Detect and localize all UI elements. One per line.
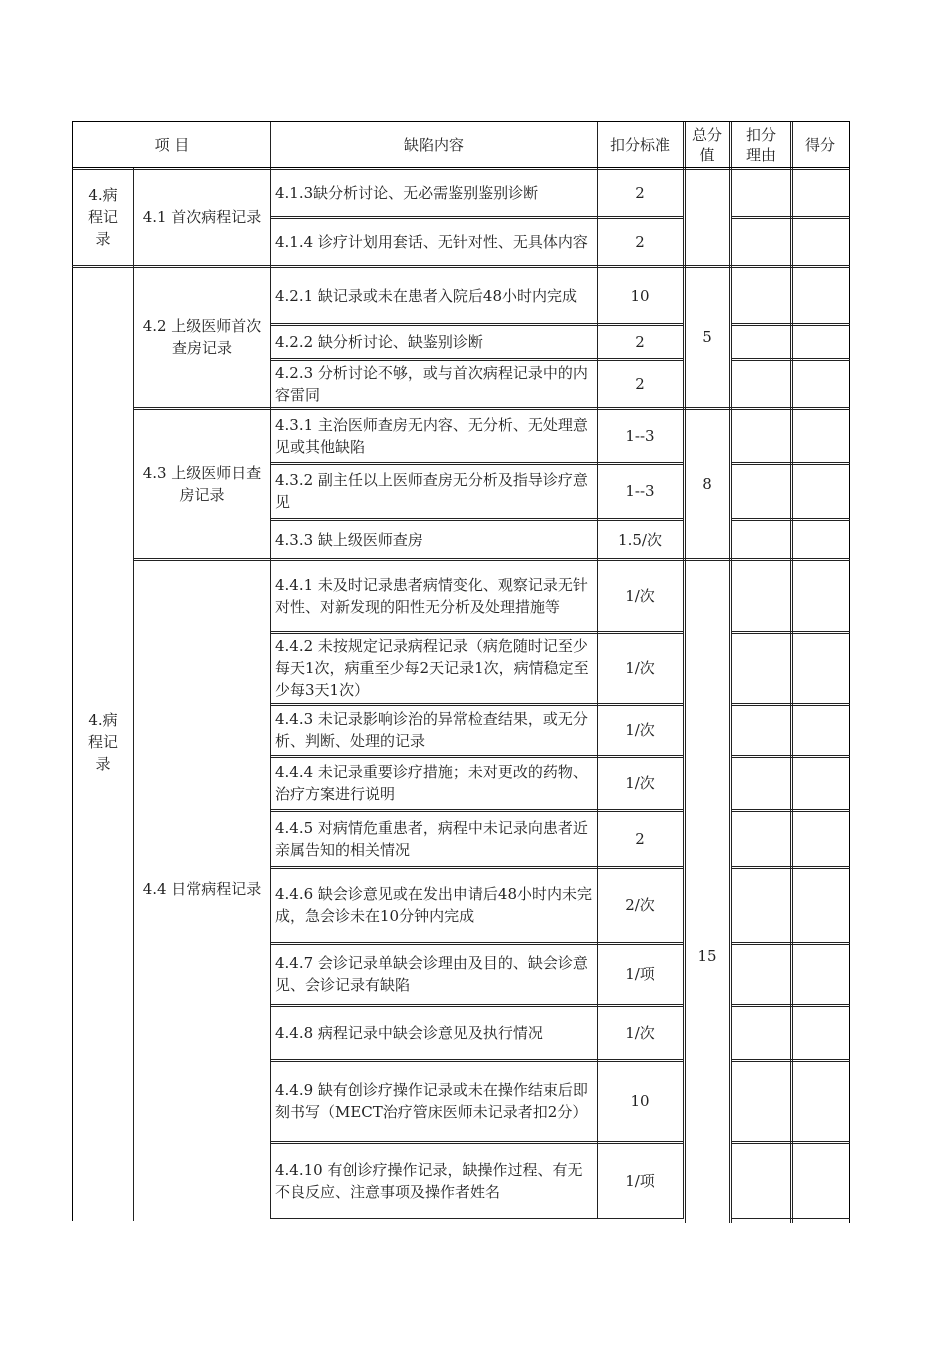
header-total: 总分值 (691, 126, 722, 164)
deduct-4-4-5: 2 (635, 829, 645, 848)
deduct-4-3-1: 1--3 (625, 427, 655, 445)
defect-4-4-7: 4.4.7 会诊记录单缺会诊理由及目的、缺会诊意见、会诊记录有缺陷 (275, 954, 588, 994)
section-main-1: 4.病程记录 (87, 186, 118, 248)
deduct-4-4-9: 10 (630, 1092, 650, 1110)
header-defect: 缺陷内容 (403, 136, 464, 154)
section-4-1: 4.1 首次病程记录 (142, 208, 262, 226)
deduct-4-1-3: 2 (635, 184, 645, 202)
deduct-4-3-3: 1.5/次 (618, 530, 662, 549)
deduct-4-4-3: 1/次 (625, 721, 655, 739)
deduct-4-4-10: 1/项 (625, 1171, 655, 1190)
section-4-4: 4.4 日常病程记录 (142, 879, 262, 898)
defect-4-3-2: 4.3.2 副主任以上医师查房无分析及指导诊疗意见 (275, 471, 588, 511)
defect-4-4-5: 4.4.5 对病情危重患者，病程中未记录向患者近亲属告知的相关情况 (275, 818, 588, 859)
header-standard: 扣分标准 (609, 136, 670, 154)
defect-4-3-3: 4.3.3 缺上级医师查房 (275, 530, 423, 549)
deduct-4-2-2: 2 (635, 332, 645, 351)
defect-4-4-4: 4.4.4 未记录重要诊疗措施；未对更改的药物、治疗方案进行说明 (275, 763, 588, 803)
deduct-4-3-2: 1--3 (625, 482, 655, 500)
section-4-2: 4.2 上级医师首次查房记录 (142, 317, 262, 357)
defect-4-4-8: 4.4.8 病程记录中缺会诊意见及执行情况 (275, 1023, 543, 1042)
header-score: 得分 (804, 136, 835, 154)
deduct-4-4-1: 1/次 (625, 587, 655, 605)
deduct-4-4-8: 1/次 (625, 1023, 655, 1042)
defect-4-4-6: 4.4.6 缺会诊意见或在发出申请后48小时内未完成，急会诊未在10分钟内完成 (275, 885, 593, 925)
total-4-2: 5 (702, 328, 712, 346)
header-reason: 扣分理由 (745, 126, 776, 164)
deduct-4-2-1: 10 (630, 286, 650, 305)
deduct-4-4-6: 2/次 (625, 896, 655, 914)
section-4-3: 4.3 上级医师日查房记录 (142, 463, 262, 504)
deduct-4-1-4: 2 (635, 233, 645, 251)
defect-4-4-2: 4.4.2 未按规定记录病程记录（病危随时记至少每天1次，病重至少每2天记录1次，病情稳定至少每3天1次） (275, 637, 589, 699)
deduct-4-4-2: 1/次 (625, 659, 655, 677)
defect-4-4-9: 4.4.9 缺有创诊疗操作记录或未在操作结束后即刻书写（MECT治疗管床医师未记录者扣2分） (275, 1081, 588, 1121)
defect-4-2-1: 4.2.1 缺记录或未在患者入院后48小时内完成 (275, 286, 578, 305)
defect-4-4-10: 4.4.10 有创诊疗操作记录，缺操作过程、有无不良反应、注意事项及操作者姓名 (275, 1160, 583, 1201)
total-4-4: 15 (697, 947, 717, 965)
header-item: 项 目 (154, 136, 190, 154)
defect-4-4-1: 4.4.1 未及时记录患者病情变化、观察记录无针对性、对新发现的阳性无分析及处理措施等 (275, 576, 588, 616)
deduct-4-4-4: 1/次 (625, 774, 655, 792)
defect-4-2-3: 4.2.3 分析讨论不够，或与首次病程记录中的内容雷同 (275, 364, 588, 404)
defect-4-3-1: 4.3.1 主治医师查房无内容、无分析、无处理意见或其他缺陷 (275, 416, 588, 456)
defect-4-2-2: 4.2.2 缺分析讨论、缺鉴别诊断 (275, 332, 483, 351)
defect-4-1-4: 4.1.4 诊疗计划用套话、无针对性、无具体内容 (275, 233, 588, 251)
defect-4-1-3: 4.1.3缺分析讨论、无必需鉴别鉴别诊断 (275, 184, 539, 202)
total-4-3: 8 (702, 474, 712, 493)
section-main-2: 4.病程记录 (87, 711, 118, 773)
deduct-4-2-3: 2 (635, 375, 645, 393)
defect-4-4-3: 4.4.3 未记录影响诊治的异常检查结果，或无分析、判断、处理的记录 (275, 710, 588, 750)
deduct-4-4-7: 1/项 (625, 965, 655, 983)
